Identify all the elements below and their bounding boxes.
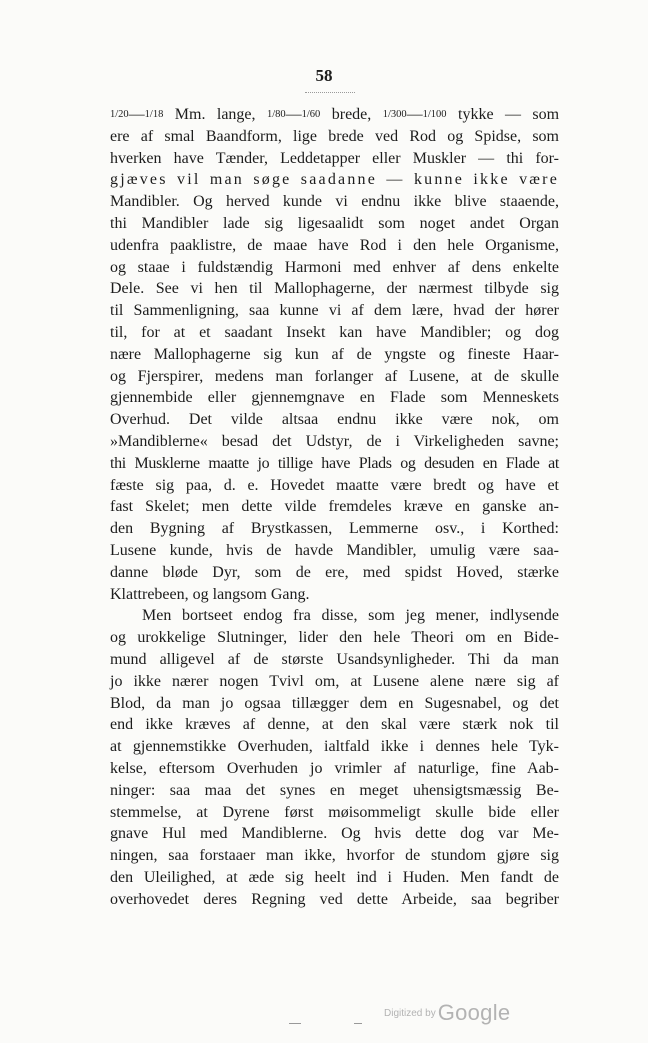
text-line: Overhud. Det vilde altsaa endnu ikke være nok, om (110, 411, 559, 429)
text-line: gjæves vil man søge saadanne — kunne ikke være (110, 171, 559, 189)
digitized-watermark (384, 1000, 510, 1026)
dash: — (285, 106, 302, 123)
fraction: 1/18 (144, 109, 164, 120)
footer-mark (289, 1023, 301, 1024)
dash: — (128, 106, 145, 123)
text-line: og Fjerspirer, medens man forlanger af Lusene, at de skulle (110, 367, 559, 385)
text-line: Blod, da man jo ogsaa tillægger dem en Sugesnabel, og det (110, 694, 559, 712)
text-line: den Bygning af Brystkassen, Lemmerne osv., i Korthed: (110, 520, 559, 538)
fraction: 1/300 (382, 109, 407, 120)
text-line: Lusene kunde, hvis de havde Mandibler, umulig være saa- (110, 541, 559, 559)
text-line: thi Mandibler lade sig ligesaalidt som noget andet Organ (110, 214, 559, 232)
text-line: og staae i fuldstændig Harmoni med enhver af dens enkelte (110, 258, 559, 276)
body-text (110, 104, 559, 910)
footer-mark (354, 1023, 362, 1024)
text-line: ere af smal Baandform, lige brede ved Rod og Spidse, som (110, 127, 559, 145)
text-line: Mandibler. Og herved kunde vi endnu ikke blive staaende, (110, 193, 559, 211)
dash: — (406, 106, 423, 123)
text-line: danne bløde Dyr, som de ere, med spidst Hoved, stærke (110, 563, 559, 581)
text-line: mund alligevel af de største Usandsynligheder. Thi da man (110, 650, 559, 668)
page-number-rule (305, 92, 355, 93)
text: Mm. lange, (174, 106, 256, 123)
text-line: og urokkelige Slutninger, lider den hele Theori om en Bide- (110, 629, 559, 647)
text-line: thi Musklerne maatte jo tillige have Plads og desuden en Flade at (110, 454, 559, 472)
text-line: Men bortseet endog fra disse, som jeg mener, indlysende (142, 607, 559, 625)
text: tykke — som (458, 106, 560, 123)
digitized-label: Digitized by (384, 1008, 436, 1019)
text-line: Klattrebeen, og langsom Gang. (110, 585, 310, 603)
text-line: overhovedet deres Regning ved dette Arbeide, saa begriber (110, 890, 559, 908)
google-logo: Google (437, 1000, 511, 1025)
text-line: den Uleilighed, at æde sig heelt ind i Huden. Men fandt de (110, 868, 559, 886)
fraction: 1/20 (110, 109, 129, 120)
text-line: til, for at et saadant Insekt kan have Mandibler; og dog (110, 323, 559, 341)
text-line: hverken have Tænder, Leddetapper eller Muskler — thi for- (110, 149, 559, 167)
text-line: end ikke kræves af denne, at den skal være stærk nok til (110, 716, 559, 734)
text-line: gnave Hul med Mandiblerne. Og hvis dette dog var Me- (110, 825, 559, 843)
fraction: 1/60 (301, 109, 321, 120)
text-line: ninger: saa maa det synes en meget uhensigtsmæssig Be- (110, 781, 559, 799)
text-line: ningen, saa forstaaer man ikke, hvorfor de stundom gjøre sig (110, 847, 559, 865)
text-line: stemmelse, at Dyrene først møisommeligt skulle bide eller (110, 803, 559, 821)
text-line: jo ikke nærer nogen Tvivl om, at Lusene alene nære sig af (110, 672, 559, 690)
text-line: udenfra paaklistre, de maae have Rod i den hele Organisme, (110, 236, 559, 254)
text-line: kelse, eftersom Overhuden jo vrimler af naturlige, fine Aab- (110, 759, 559, 777)
text-line: gjennembide eller gjennemgnave en Flade som Menneskets (110, 389, 559, 407)
text-line (110, 104, 559, 126)
page-number: 58 (315, 66, 333, 85)
text-line: til Sammenligning, saa kunne vi af dem lære, hvad der hører (110, 302, 559, 320)
text-line: fæste sig paa, d. e. Hovedet maatte være bredt og have et (110, 476, 559, 494)
text-line: »Mandiblerne« besad det Udstyr, de i Virkeligheden savne; (110, 432, 559, 450)
text-line: fast Skelet; men dette vilde fremdeles kræve en ganske an- (110, 498, 559, 516)
text: brede, (331, 106, 372, 123)
text-line: at gjennemstikke Overhuden, ialtfald ikke i dennes hele Tyk- (110, 738, 559, 756)
text-line: Dele. See vi hen til Mallophagerne, der nærmest tilbyde sig (110, 280, 559, 298)
fraction: 1/100 (422, 109, 447, 120)
text-line: nære Mallophagerne sig kun af de yngste og fineste Haar- (110, 345, 559, 363)
fraction: 1/80 (266, 109, 286, 120)
